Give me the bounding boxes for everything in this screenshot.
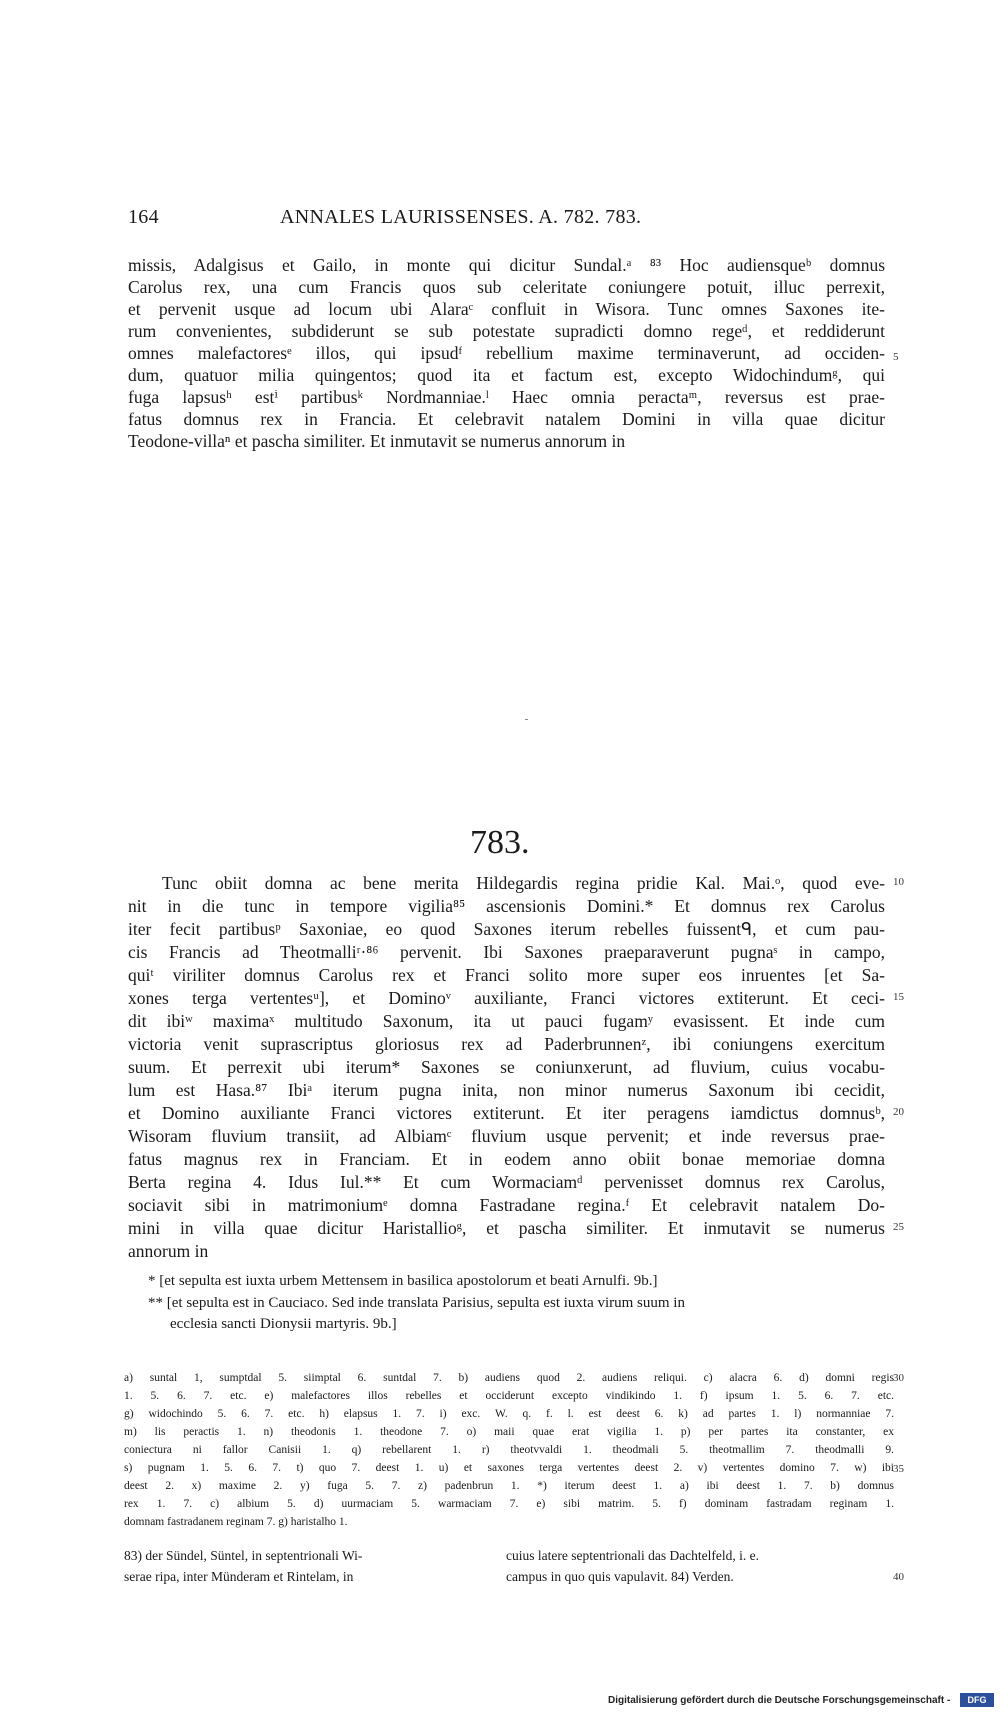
apparatus-line: g) widochindo 5. 6. 7. etc. h) elapsus 1. 7. i) exc. W. q. f. l. est deest 6. k) ad partes 1. l) normanniae 7. xyxy=(124,1408,894,1420)
text-line: dit ibiʷ maximaˣ multitudo Saxonum, ita ut pauci fugamʸ evasissent. Et inde cum xyxy=(128,1011,885,1031)
footnote-line: serae ripa, inter Münderam et Rintelam, in xyxy=(124,1569,354,1584)
running-header xyxy=(128,206,878,232)
margin-line-number: 20 xyxy=(893,1106,904,1118)
text-line: missis, Adalgisus et Gailo, in monte qui dicitur Sundal.ᵃ ⁸³ Hoc audiensqueᵇ domnus xyxy=(128,255,885,275)
footnote-line: cuius latere septentrionali das Dachtelfeld, i. e. xyxy=(506,1548,760,1563)
text-line: Teodone-villaⁿ et pascha similiter. Et inmutavit se numerus annorum in xyxy=(128,431,626,451)
text-line: fatus magnus rex in Franciam. Et in eodem anno obiit bonae memoriae domna xyxy=(128,1149,885,1169)
text-line: omnes malefactoresᵉ illos, qui ipsudᶠ rebellium maxime terminaverunt, ad occiden- xyxy=(128,343,885,363)
text-line: lum est Hasa.⁸⁷ Ibiᵃ iterum pugna inita, non minor numerus Saxonum ibi cecidit, xyxy=(128,1080,885,1100)
text-line: cis Francis ad Theotmalliʳ·⁸⁶ pervenit. Ibi Saxones praeparaverunt pugnaˢ in campo, xyxy=(128,942,885,962)
text-line: annorum in xyxy=(128,1241,209,1261)
text-line: nit in die tunc in tempore vigilia⁸⁵ ascensionis Domini.* Et domnus rex Carolus xyxy=(128,896,885,916)
text-line: xones terga vertentesᵘ], et Dominoᵛ auxiliante, Franci victores extiterunt. Et ceci- xyxy=(128,988,885,1008)
text-line: Wisoram fluvium transiit, ad Albiamᶜ fluvium usque pervenit; et inde reversus prae- xyxy=(128,1126,885,1146)
digitization-note: Digitalisierung gefördert durch die Deutsche Forschungsgemeinschaft - xyxy=(608,1695,951,1706)
text-line: suum. Et perrexit ubi iterum* Saxones se coniunxerunt, ad fluvium, cuius vocabu- xyxy=(128,1057,885,1077)
apparatus-line: rex 1. 7. c) albium 5. d) uurmaciam 5. warmaciam 7. e) sibi matrim. 5. f) dominam fastradam reginam 1. xyxy=(124,1498,894,1510)
text-line: iter fecit partibusᵖ Saxoniae, eo quod Saxones iterum rebelles fuissentᑫ, et cum pau- xyxy=(128,919,885,939)
divider-dot xyxy=(525,719,528,720)
apparatus-line: deest 2. x) maxime 2. y) fuga 5. 7. z) padenbrun 1. *) iterum deest 1. a) ibi deest 1. 7. b) domnus xyxy=(124,1480,894,1492)
margin-line-number: 40 xyxy=(893,1571,904,1583)
text-line: victoria venit suprascriptus gloriosus rex ad Paderbrunnenᶻ, ibi coniungens exercitum xyxy=(128,1034,885,1054)
text-line: sociavit sibi in matrimoniumᵉ domna Fastradane regina.ᶠ Et celebravit natalem Do- xyxy=(128,1195,885,1215)
margin-line-number: 10 xyxy=(893,876,904,888)
text-line: rum convenientes, subdiderunt se sub potestate supradicti domno regeᵈ, et reddiderunt xyxy=(128,321,885,341)
margin-line-number: 35 xyxy=(893,1463,904,1475)
text-line: Tunc obiit domna ac bene merita Hildegardis regina pridie Kal. Mai.ᵒ, quod eve- xyxy=(162,873,885,893)
text-line: Carolus rex, una cum Francis quos sub celeritate coniungere potuit, illuc perrexit, xyxy=(128,277,885,297)
apparatus-line: m) lis peractis 1. n) theodonis 1. theodone 7. o) maii quae erat vigilia 1. p) per partes ita constanter, ex xyxy=(124,1426,894,1438)
apparatus-line: a) suntal 1, sumptdal 5. siimptal 6. suntdal 7. b) audiens quod 2. audiens reliqui. c) alacra 6. d) domni regis xyxy=(124,1372,894,1384)
interpolation-line: ecclesia sancti Dionysii martyris. 9b.] xyxy=(170,1316,397,1332)
text-line: dum, quatuor milia quingentos; quod ita et factum est, excepto Widochindumᵍ, qui xyxy=(128,365,885,385)
text-line: et Domino auxiliante Franci victores extiterunt. Et iter peragens iamdictus domnusᵇ, xyxy=(128,1103,885,1123)
margin-line-number: 15 xyxy=(893,991,904,1003)
text-line: quiᵗ viriliter domnus Carolus rex et Franci solito more super eos inruentes [et Sa- xyxy=(128,965,885,985)
interpolation-line: * [et sepulta est iuxta urbem Mettensem in basilica apostolorum et beati Arnulfi. 9b.] xyxy=(148,1273,658,1289)
running-title: ANNALES LAURISSENSES. A. 782. 783. xyxy=(280,206,642,228)
text-line: et pervenit usque ad locum ubi Alaraᶜ confluit in Wisora. Tunc omnes Saxones ite- xyxy=(128,299,885,319)
page-number: 164 xyxy=(128,206,159,228)
footnote-line: campus in quo quis vapulavit. 84) Verden. xyxy=(506,1569,734,1584)
text-line: fatus domnus rex in Francia. Et celebravit natalem Domini in villa quae dicitur xyxy=(128,409,885,429)
text-line: mini in villa quae dicitur Haristallioᵍ, et pascha similiter. Et inmutavit se numerus xyxy=(128,1218,885,1238)
dfg-logo-icon: DFG xyxy=(960,1693,994,1707)
apparatus-line: s) pugnam 1. 5. 6. 7. t) quo 7. deest 1. u) et saxones terga vertentes deest 2. v) vertentes domino 7. w) ibi xyxy=(124,1462,894,1474)
apparatus-line: coniectura ni fallor Canisii 1. q) rebellarent 1. r) theotvvaldi 1. theodmali 5. theotmallim 7. theodmalli 9. xyxy=(124,1444,894,1456)
margin-line-number: 30 xyxy=(893,1372,904,1384)
text-line: fuga lapsusʰ estⁱ partibusᵏ Nordmanniae.ˡ Haec omnia peractaᵐ, reversus est prae- xyxy=(128,387,885,407)
text-line: Berta regina 4. Idus Iul.** Et cum Wormaciamᵈ pervenisset domnus rex Carolus, xyxy=(128,1172,885,1192)
apparatus-line: 1. 5. 6. 7. etc. e) malefactores illos rebelles et occiderunt excepto vindikindo 1. f) ipsum 1. 5. 6. 7. etc. xyxy=(124,1390,894,1402)
year-heading: 783. xyxy=(470,824,530,861)
margin-line-number: 25 xyxy=(893,1221,904,1233)
interpolation-line: ** [et sepulta est in Cauciaco. Sed inde translata Parisius, sepulta est iuxta virum suum in xyxy=(148,1295,685,1311)
apparatus-line: domnam fastradanem reginam 7. g) haristalho 1. xyxy=(124,1516,348,1528)
footnote-line: 83) der Sündel, Süntel, in septentrionali Wi- xyxy=(124,1548,363,1563)
margin-line-number: 5 xyxy=(893,351,899,363)
